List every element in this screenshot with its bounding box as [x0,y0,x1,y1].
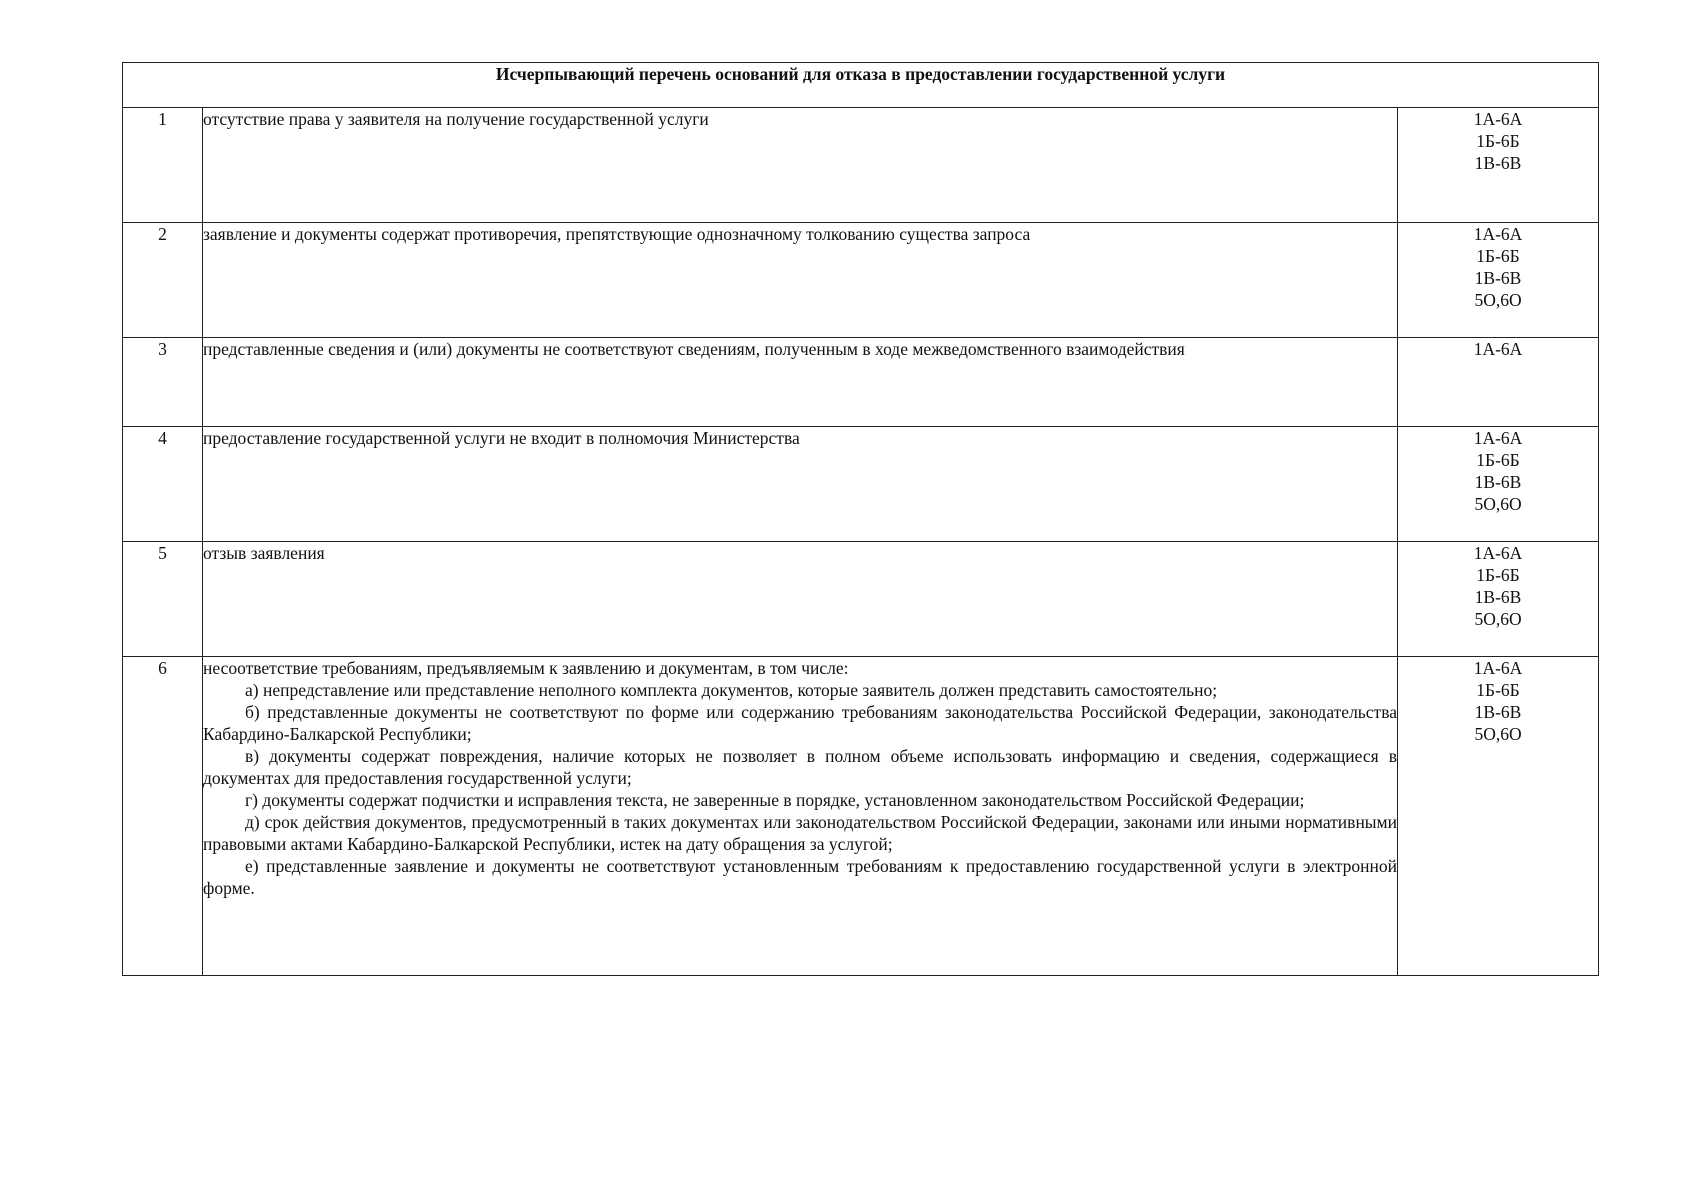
sub-item-b: б) представленные документы не соответствуют по форме или содержанию требованиям законодательства Российской Федерации, законодательства Кабардино-Балкарской Республики; [203,702,1397,744]
code: 1В-6В [1474,472,1522,492]
table-title-row [123,63,1599,108]
row-number: 2 [123,223,203,338]
table-row [123,542,1599,657]
code: 1В-6В [1474,153,1522,173]
table-row [123,657,1599,976]
sub-item-v: в) документы содержат повреждения, наличие которых не позволяет в полном объеме использовать информацию и сведения, содержащиеся в документах для предоставления государственной услуги; [203,746,1397,788]
code: 5О,6О [1474,494,1522,514]
code: 1В-6В [1474,587,1522,607]
row-ground-text: предоставление государственной услуги не входит в полномочия Министерства [203,427,1398,542]
table-row [123,427,1599,542]
code: 1В-6В [1474,268,1522,288]
code: 5О,6О [1474,290,1522,310]
refusal-grounds-table [122,62,1599,976]
code: 1А-6А [1473,224,1523,244]
row-number: 6 [123,657,203,976]
code: 1А-6А [1473,339,1523,359]
code: 1А-6А [1473,543,1523,563]
sub-item-d: д) срок действия документов, предусмотренный в таких документах или законодательством Российской Федерации, законами или иными нормативными правовыми актами Кабардино-Балкарской Республики, истек на дату обращения за услугой; [203,812,1397,854]
code: 5О,6О [1474,724,1522,744]
row-codes [1398,542,1599,657]
code: 1А-6А [1473,658,1523,678]
sub-item-e: е) представленные заявление и документы не соответствуют установленным требованиям к предоставлению государственной услуги в электронной форме. [203,856,1397,898]
row-codes [1398,338,1599,427]
table-row [123,223,1599,338]
row-ground-text: отсутствие права у заявителя на получение государственной услуги [203,108,1398,223]
row-number: 5 [123,542,203,657]
row-ground-text: отзыв заявления [203,542,1398,657]
code: 1Б-6Б [1476,565,1520,585]
code: 1В-6В [1474,702,1522,722]
code: 1Б-6Б [1476,246,1520,266]
code: 1Б-6Б [1476,131,1520,151]
code: 5О,6О [1474,609,1522,629]
table-row [123,108,1599,223]
row-codes [1398,223,1599,338]
table-title: Исчерпывающий перечень оснований для отказа в предоставлении государственной услуги [123,63,1599,108]
row-number: 3 [123,338,203,427]
row-number: 1 [123,108,203,223]
code: 1А-6А [1473,428,1523,448]
sub-item-g: г) документы содержат подчистки и исправления текста, не заверенные в порядке, установленном законодательством Российской Федерации; [245,790,1305,810]
row-ground-text: заявление и документы содержат противоречия, препятствующие однозначному толкованию существа запроса [203,223,1398,338]
row-number: 4 [123,427,203,542]
code: 1Б-6Б [1476,680,1520,700]
row-codes [1398,427,1599,542]
row-ground-text: представленные сведения и (или) документы не соответствуют сведениям, полученным в ходе межведомственного взаимодействия [203,338,1398,427]
row-codes [1398,108,1599,223]
row-ground-lead: несоответствие требованиям, предъявляемым к заявлению и документам, в том числе: [203,658,849,678]
table-row [123,338,1599,427]
row-codes [1398,657,1599,976]
code: 1Б-6Б [1476,450,1520,470]
sub-item-a: а) непредставление или представление неполного комплекта документов, которые заявитель должен представить самостоятельно; [245,680,1218,700]
row-ground-text-block [203,657,1398,976]
code: 1А-6А [1473,109,1523,129]
